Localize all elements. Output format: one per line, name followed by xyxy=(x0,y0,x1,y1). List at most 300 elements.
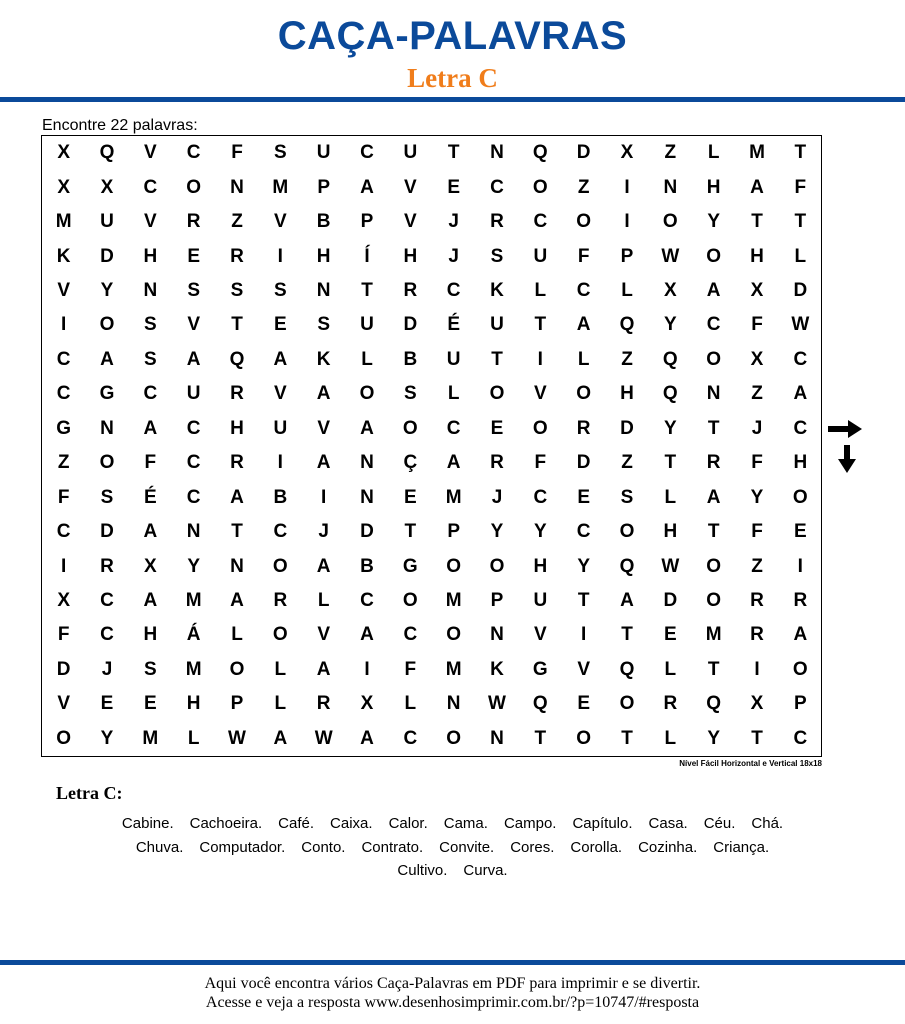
grid-cell: X xyxy=(750,279,764,301)
grid-cell: T xyxy=(231,521,243,543)
word-list-heading: Letra C: xyxy=(56,783,123,803)
word-list-item: Casa. xyxy=(648,815,688,832)
grid-cell: P xyxy=(317,176,330,198)
grid-cell: Z xyxy=(751,383,763,405)
grid-cell: F xyxy=(57,486,70,508)
grid-cell: N xyxy=(186,521,201,543)
footer-line-1: Aqui você encontra vários Caça-Palavras em PDF para imprimir e se divertir. xyxy=(204,975,701,992)
grid-cell: O xyxy=(619,521,635,543)
grid-cell: F xyxy=(794,176,807,198)
grid-cell: M xyxy=(272,176,289,198)
grid-cell: I xyxy=(277,452,283,474)
grid-cell: O xyxy=(99,452,115,474)
grid-cell: A xyxy=(360,417,374,439)
grid-cell: X xyxy=(57,589,70,611)
grid-cell: X xyxy=(750,693,764,715)
grid-cell: A xyxy=(230,589,244,611)
grid-cell: Q xyxy=(532,142,548,164)
grid-cell: Y xyxy=(577,555,590,577)
grid-cell: A xyxy=(100,348,114,370)
grid-cell: M xyxy=(445,589,462,611)
grid-cell: V xyxy=(273,383,287,405)
grid-cell: O xyxy=(446,727,462,749)
grid-cell: A xyxy=(793,383,808,405)
word-list-item: Convite. xyxy=(439,838,495,856)
grid-cell: Q xyxy=(662,348,678,370)
word-list-item: Cachoeira. xyxy=(189,815,263,832)
grid-cell: O xyxy=(99,314,115,336)
grid-cell: T xyxy=(751,727,763,749)
word-list-item: Curva. xyxy=(463,862,508,879)
grid-cell: I xyxy=(624,176,630,198)
grid-cell: C xyxy=(273,521,288,543)
grid-cell: C xyxy=(576,521,591,543)
grid-cell: T xyxy=(664,452,677,474)
grid-cell: S xyxy=(273,142,287,164)
grid-cell: A xyxy=(360,176,374,198)
grid-cell: Z xyxy=(621,348,633,370)
grid-cell: G xyxy=(402,555,418,577)
grid-cell: A xyxy=(143,589,158,611)
grid-cell: H xyxy=(793,452,808,474)
grid-cell: H xyxy=(186,693,201,715)
page-subtitle: Letra C xyxy=(407,63,498,93)
grid-cell: C xyxy=(793,348,808,370)
grid-cell: Í xyxy=(364,245,370,267)
grid-cell: D xyxy=(403,314,418,336)
grid-cell: A xyxy=(576,314,591,336)
grid-cell: O xyxy=(706,555,722,577)
grid-cell: G xyxy=(532,658,548,680)
grid-cell: I xyxy=(624,211,630,233)
grid-cell: A xyxy=(273,727,288,749)
grid-cell: I xyxy=(61,555,67,577)
grid-cell: Y xyxy=(663,417,677,439)
grid-cell: J xyxy=(491,486,503,508)
grid-cell: F xyxy=(534,452,547,474)
grid-cell: A xyxy=(316,452,331,474)
grid-cell: C xyxy=(186,142,201,164)
grid-cell: D xyxy=(576,452,591,474)
grid-cell: S xyxy=(273,279,287,301)
grid-cell: M xyxy=(749,142,765,164)
grid-cell: O xyxy=(532,176,548,198)
grid-cell: Y xyxy=(707,211,720,233)
grid-cell: O xyxy=(706,245,722,267)
grid-cell: O xyxy=(402,417,418,439)
grid-cell: C xyxy=(56,348,71,370)
arrow-right-icon xyxy=(828,420,862,438)
grid-cell: C xyxy=(143,383,158,405)
grid-cell: E xyxy=(793,521,807,543)
grid-cell: M xyxy=(705,624,722,646)
grid-cell: E xyxy=(577,486,590,508)
grid-cell: I xyxy=(321,486,327,508)
grid-cell: Q xyxy=(619,314,635,336)
grid-cell: C xyxy=(446,417,461,439)
grid-cell: C xyxy=(793,417,808,439)
grid-cell: W xyxy=(488,693,506,715)
grid-cell: F xyxy=(144,452,157,474)
grid-cell: T xyxy=(794,211,807,233)
grid-cell: X xyxy=(143,555,157,577)
grid-cell: L xyxy=(577,348,590,370)
footer-line-2: Acesse e veja a resposta www.desenhosimprimir.com.br/?p=10747/#resposta xyxy=(205,994,700,1011)
grid-cell: P xyxy=(230,693,244,715)
grid-cell: Z xyxy=(57,452,70,474)
grid-cell: O xyxy=(272,624,288,646)
grid-cell: C xyxy=(576,279,591,301)
word-list xyxy=(30,812,875,883)
grid-cell: H xyxy=(230,417,244,439)
grid-cell: M xyxy=(185,658,202,680)
grid-cell: M xyxy=(185,589,202,611)
grid-cell: U xyxy=(273,417,288,439)
grid-cell: S xyxy=(100,486,114,508)
grid-cell: A xyxy=(316,555,331,577)
word-list-item: Conto. xyxy=(301,838,346,856)
grid-cell: T xyxy=(707,658,720,680)
grid-cell: F xyxy=(404,658,417,680)
grid-cell: Ç xyxy=(403,452,418,474)
grid-cell: C xyxy=(186,486,201,508)
grid-cell: Z xyxy=(751,555,763,577)
grid-cell: J xyxy=(101,658,113,680)
grid-cell: W xyxy=(228,727,246,749)
grid-cell: R xyxy=(230,245,244,267)
grid-cell: P xyxy=(793,693,807,715)
grid-cell: M xyxy=(55,211,72,233)
word-list-item: Computador. xyxy=(199,838,286,856)
grid-cell: V xyxy=(143,142,157,164)
grid-cell: J xyxy=(448,211,459,233)
grid-cell: C xyxy=(56,383,71,405)
grid-cell: U xyxy=(316,142,331,164)
grid-cell: N xyxy=(100,417,114,439)
grid-cell: T xyxy=(361,279,373,301)
grid-cell: Y xyxy=(750,486,764,508)
grid-cell: W xyxy=(661,245,680,267)
grid-cell: Q xyxy=(532,693,548,715)
bottom-divider xyxy=(0,960,905,965)
grid-cell: O xyxy=(359,383,375,405)
grid-cell: M xyxy=(142,727,159,749)
grid-cell: R xyxy=(793,589,808,611)
word-list-item: Chuva. xyxy=(135,838,184,856)
grid-cell: T xyxy=(534,314,547,336)
grid-cell: U xyxy=(533,245,548,267)
word-list-item: Cama. xyxy=(443,815,488,832)
grid-cell: X xyxy=(57,176,70,198)
grid-cell: S xyxy=(143,314,157,336)
grid-cell: S xyxy=(317,314,330,336)
grid-cell: A xyxy=(793,624,808,646)
grid-cell: R xyxy=(100,555,114,577)
grid-cell: X xyxy=(620,142,634,164)
grid-cell: D xyxy=(663,589,678,611)
grid-cell: C xyxy=(186,452,201,474)
grid-cell: I xyxy=(581,624,587,646)
grid-cell: P xyxy=(620,245,634,267)
grid-cell: N xyxy=(230,555,244,577)
grid-cell: L xyxy=(621,279,633,301)
grid-cell: I xyxy=(61,314,67,336)
grid-cell: C xyxy=(186,417,201,439)
grid-cell: O xyxy=(619,693,635,715)
grid-cell: J xyxy=(318,521,329,543)
grid-cell: S xyxy=(230,279,244,301)
grid-cell: C xyxy=(143,176,158,198)
grid-cell: E xyxy=(100,693,114,715)
grid-cell: O xyxy=(446,555,462,577)
grid-cell: C xyxy=(533,486,548,508)
grid-cell: U xyxy=(360,314,374,336)
word-list-item: Corolla. xyxy=(570,838,623,856)
grid-cell: K xyxy=(490,279,504,301)
grid-cell: I xyxy=(754,658,760,680)
grid-cell: L xyxy=(317,589,330,611)
grid-cell: O xyxy=(706,348,722,370)
grid-cell: A xyxy=(316,658,331,680)
word-list-line xyxy=(30,859,875,883)
grid-cell: L xyxy=(664,727,677,749)
grid-cell: H xyxy=(620,383,634,405)
grid-cell: I xyxy=(277,245,283,267)
grid-cell: B xyxy=(273,486,288,508)
grid-cell: A xyxy=(706,279,721,301)
grid-cell: G xyxy=(56,417,72,439)
grid-cell: A xyxy=(706,486,721,508)
grid-cell: C xyxy=(360,589,374,611)
grid-cell: F xyxy=(751,314,763,336)
grid-cell: R xyxy=(750,624,764,646)
grid-cell: R xyxy=(663,693,678,715)
grid-cell: O xyxy=(56,727,72,749)
word-list-item: Cultivo. xyxy=(397,862,448,879)
grid-cell: R xyxy=(490,452,504,474)
grid-cell: C xyxy=(533,211,548,233)
word-list-line xyxy=(30,836,875,860)
grid-cell: N xyxy=(446,693,461,715)
grid-cell: T xyxy=(447,142,460,164)
grid-cell: M xyxy=(445,658,462,680)
grid-cell: D xyxy=(620,417,634,439)
grid-cell: S xyxy=(187,279,200,301)
word-list-item: Caixa. xyxy=(330,815,373,832)
grid-cell: O xyxy=(792,658,808,680)
grid-cell: X xyxy=(100,176,114,198)
grid-cell: T xyxy=(404,521,417,543)
grid-cell: T xyxy=(707,417,720,439)
grid-cell: U xyxy=(446,348,461,370)
grid-cell: R xyxy=(490,211,504,233)
grid-cell: O xyxy=(446,624,462,646)
grid-cell: T xyxy=(231,314,243,336)
word-list-item: Capítulo. xyxy=(572,815,633,832)
grid-cell: A xyxy=(360,727,374,749)
grid-cell: L xyxy=(534,279,547,301)
arrow-down-icon xyxy=(838,445,856,473)
letter-grid xyxy=(42,136,822,756)
grid-cell: R xyxy=(403,279,418,301)
grid-cell: V xyxy=(57,693,70,715)
grid-cell: X xyxy=(663,279,677,301)
grid-cell: C xyxy=(706,314,721,336)
grid-cell: Á xyxy=(186,624,201,646)
grid-cell: S xyxy=(143,348,157,370)
grid-cell: W xyxy=(661,555,680,577)
grid-cell: E xyxy=(490,417,504,439)
grid-cell: L xyxy=(447,383,460,405)
word-list-item: Contrato. xyxy=(361,838,424,856)
grid-cell: H xyxy=(533,555,548,577)
grid-cell: Y xyxy=(533,521,547,543)
grid-cell: C xyxy=(100,624,114,646)
grid-cell: V xyxy=(143,211,157,233)
grid-cell: R xyxy=(273,589,288,611)
grid-cell: H xyxy=(143,245,158,267)
grid-cell: A xyxy=(620,589,634,611)
grid-cell: E xyxy=(187,245,200,267)
grid-cell: Z xyxy=(664,142,677,164)
grid-cell: N xyxy=(316,279,331,301)
word-list-item: Cabine. xyxy=(121,815,174,832)
word-list-item: Cozinha. xyxy=(638,838,698,856)
grid-cell: E xyxy=(447,176,460,198)
grid-cell: X xyxy=(360,693,374,715)
grid-cell: C xyxy=(403,624,418,646)
grid-cell: J xyxy=(448,245,459,267)
grid-cell: P xyxy=(490,589,504,611)
grid-cell: H xyxy=(316,245,331,267)
grid-cell: A xyxy=(273,348,288,370)
grid-cell: R xyxy=(316,693,331,715)
grid-cell: S xyxy=(490,245,504,267)
grid-cell: C xyxy=(403,727,418,749)
grid-cell: O xyxy=(186,176,202,198)
word-list-line xyxy=(30,812,875,836)
grid-cell: Q xyxy=(229,348,245,370)
grid-cell: G xyxy=(99,383,115,405)
grid-cell: F xyxy=(751,521,763,543)
grid-cell: L xyxy=(707,142,720,164)
grid-cell: F xyxy=(231,142,243,164)
grid-cell: A xyxy=(143,417,158,439)
grid-cell: T xyxy=(707,521,720,543)
grid-cell: E xyxy=(577,693,590,715)
grid-cell: N xyxy=(143,279,158,301)
grid-cell: Q xyxy=(619,658,635,680)
grid-cell: Q xyxy=(662,383,678,405)
grid-cell: A xyxy=(316,383,331,405)
grid-cell: H xyxy=(403,245,418,267)
grid-cell: L xyxy=(274,658,287,680)
grid-cell: E xyxy=(663,624,677,646)
grid-cell: C xyxy=(100,589,114,611)
grid-cell: Y xyxy=(490,521,504,543)
grid-cell: N xyxy=(490,142,504,164)
grid-cell: R xyxy=(230,452,244,474)
grid-cell: O xyxy=(576,727,592,749)
word-list-item: Café. xyxy=(278,815,315,832)
grid-cell: X xyxy=(750,348,764,370)
word-list-item: Céu. xyxy=(703,815,736,832)
grid-cell: V xyxy=(317,417,330,439)
grid-cell: U xyxy=(100,211,114,233)
word-list-item: Criança. xyxy=(713,838,770,856)
grid-cell: C xyxy=(490,176,504,198)
grid-cell: Z xyxy=(231,211,243,233)
grid-cell: H xyxy=(663,521,678,543)
grid-cell: N xyxy=(706,383,721,405)
grid-cell: O xyxy=(489,383,505,405)
grid-cell: T xyxy=(751,211,763,233)
grid-cell: D xyxy=(100,521,114,543)
puzzle-instruction: Encontre 22 palavras: xyxy=(42,117,198,134)
grid-cell: K xyxy=(56,245,71,267)
grid-cell: S xyxy=(620,486,634,508)
grid-cell: É xyxy=(143,486,157,508)
grid-cell: B xyxy=(360,555,374,577)
grid-cell: C xyxy=(56,521,71,543)
grid-cell: S xyxy=(143,658,157,680)
grid-cell: A xyxy=(143,521,158,543)
grid-cell: T xyxy=(794,142,807,164)
grid-cell: U xyxy=(533,589,548,611)
grid-cell: O xyxy=(576,383,592,405)
grid-cell: N xyxy=(360,452,374,474)
grid-cell: L xyxy=(664,658,677,680)
grid-cell: F xyxy=(751,452,763,474)
grid-cell: I xyxy=(364,658,370,680)
grid-cell: D xyxy=(793,279,808,301)
grid-cell: T xyxy=(621,624,633,646)
grid-cell: D xyxy=(56,658,71,680)
grid-cell: Y xyxy=(187,555,200,577)
grid-cell: D xyxy=(100,245,114,267)
top-divider xyxy=(0,97,905,102)
grid-cell: P xyxy=(447,521,460,543)
grid-cell: R xyxy=(576,417,591,439)
grid-cell: O xyxy=(272,555,288,577)
grid-cell: O xyxy=(402,589,418,611)
grid-cell: Z xyxy=(621,452,633,474)
grid-cell: O xyxy=(489,555,505,577)
grid-cell: I xyxy=(797,555,803,577)
grid-cell: K xyxy=(490,658,504,680)
grid-cell: Z xyxy=(577,176,590,198)
grid-cell: L xyxy=(361,348,373,370)
word-list-item: Cores. xyxy=(510,838,555,856)
grid-cell: D xyxy=(576,142,591,164)
grid-cell: H xyxy=(750,245,764,267)
grid-cell: Q xyxy=(99,142,115,164)
grid-cell: E xyxy=(273,314,287,336)
grid-cell: T xyxy=(491,348,503,370)
grid-cell: R xyxy=(186,211,201,233)
grid-cell: U xyxy=(403,142,418,164)
grid-cell: W xyxy=(314,727,333,749)
grid-cell: O xyxy=(229,658,245,680)
word-list-item: Calor. xyxy=(388,815,428,832)
grid-cell: O xyxy=(706,589,722,611)
grid-cell: V xyxy=(403,211,417,233)
grid-cell: W xyxy=(791,314,810,336)
grid-cell: O xyxy=(532,417,548,439)
grid-cell: Y xyxy=(663,314,677,336)
grid-cell: É xyxy=(447,314,460,336)
grid-cell: C xyxy=(446,279,461,301)
